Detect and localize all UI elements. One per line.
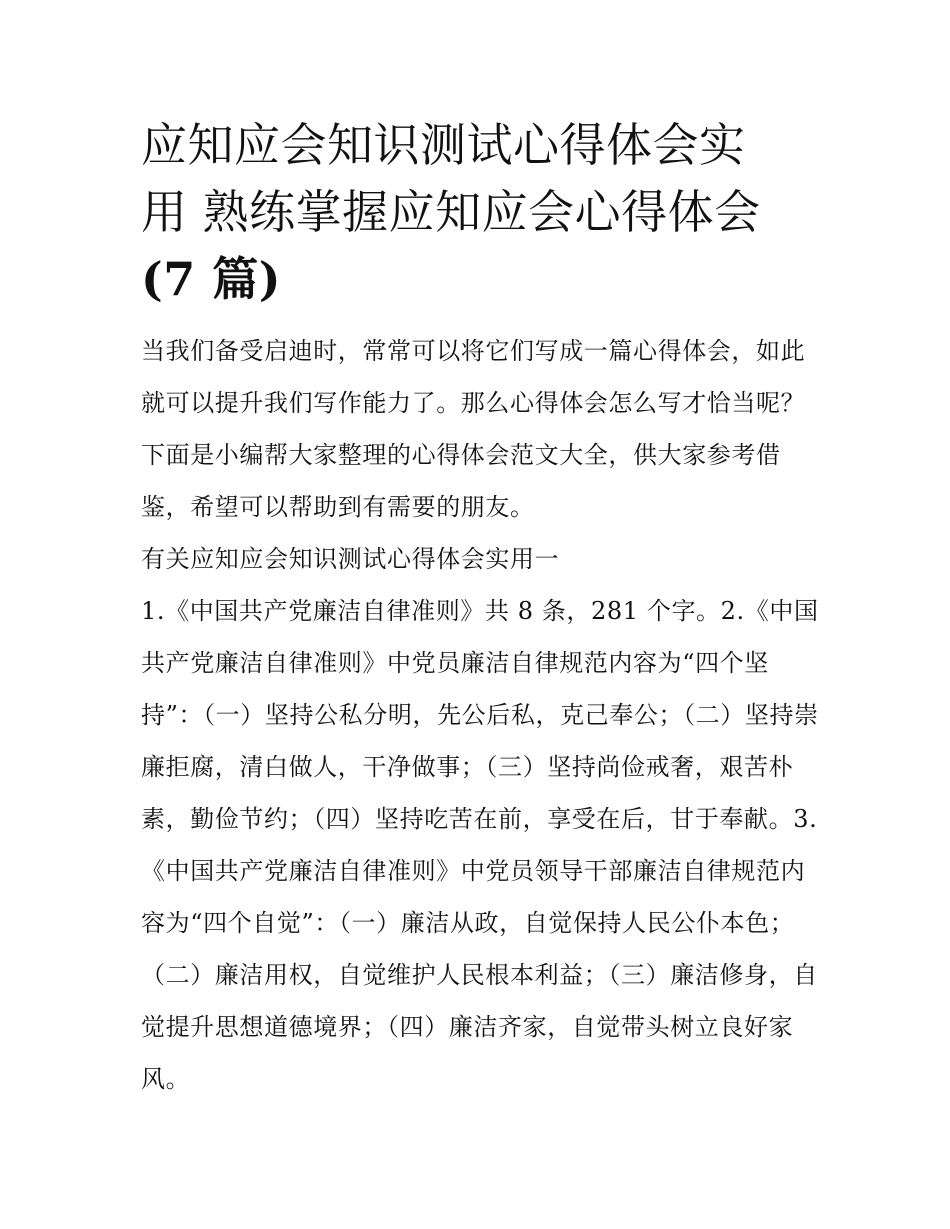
document-title bbox=[141, 112, 821, 313]
title-line-3: (7 篇) bbox=[141, 252, 282, 306]
section-heading: 有关应知应会知识测试心得体会实用一 bbox=[141, 545, 560, 573]
document-content bbox=[141, 112, 821, 1105]
title-line-1: 应知应会知识测试心得体会实 bbox=[141, 118, 746, 172]
body-paragraph: 1.《中国共产党廉洁自律准则》共 8 条，281 个字。2.《中国共产党廉洁自律准则》中党员廉洁自律规范内容为“四个坚持”：（一）坚持公私分明，先公后私，克己奉公；（二）坚持崇廉拒腐，清白做人，干净做事；（三）坚持尚俭戒奢，艰苦朴素，勤俭节约；（四）坚持吃苦在前，享受在后，甘于奉献。3.《中国共产党廉洁自律准则》中党员领导干部廉洁自律规范内容为“四个自觉”：（一）廉洁从政，自觉保持人民公仆本色；（二）廉洁用权，自觉维护人民根本利益；（三）廉洁修身，自觉提升思想道德境界；（四）廉洁齐家，自觉带头树立良好家风。 bbox=[141, 597, 819, 1093]
title-line-2: 用 熟练掌握应知应会心得体会 bbox=[141, 185, 761, 239]
intro-paragraph: 当我们备受启迪时，常常可以将它们写成一篇心得体会，如此就可以提升我们写作能力了。那么心得体会怎么写才恰当呢？下面是小编帮大家整理的心得体会范文大全，供大家参考借鉴，希望可以帮助到有需要的朋友。 bbox=[141, 337, 806, 521]
